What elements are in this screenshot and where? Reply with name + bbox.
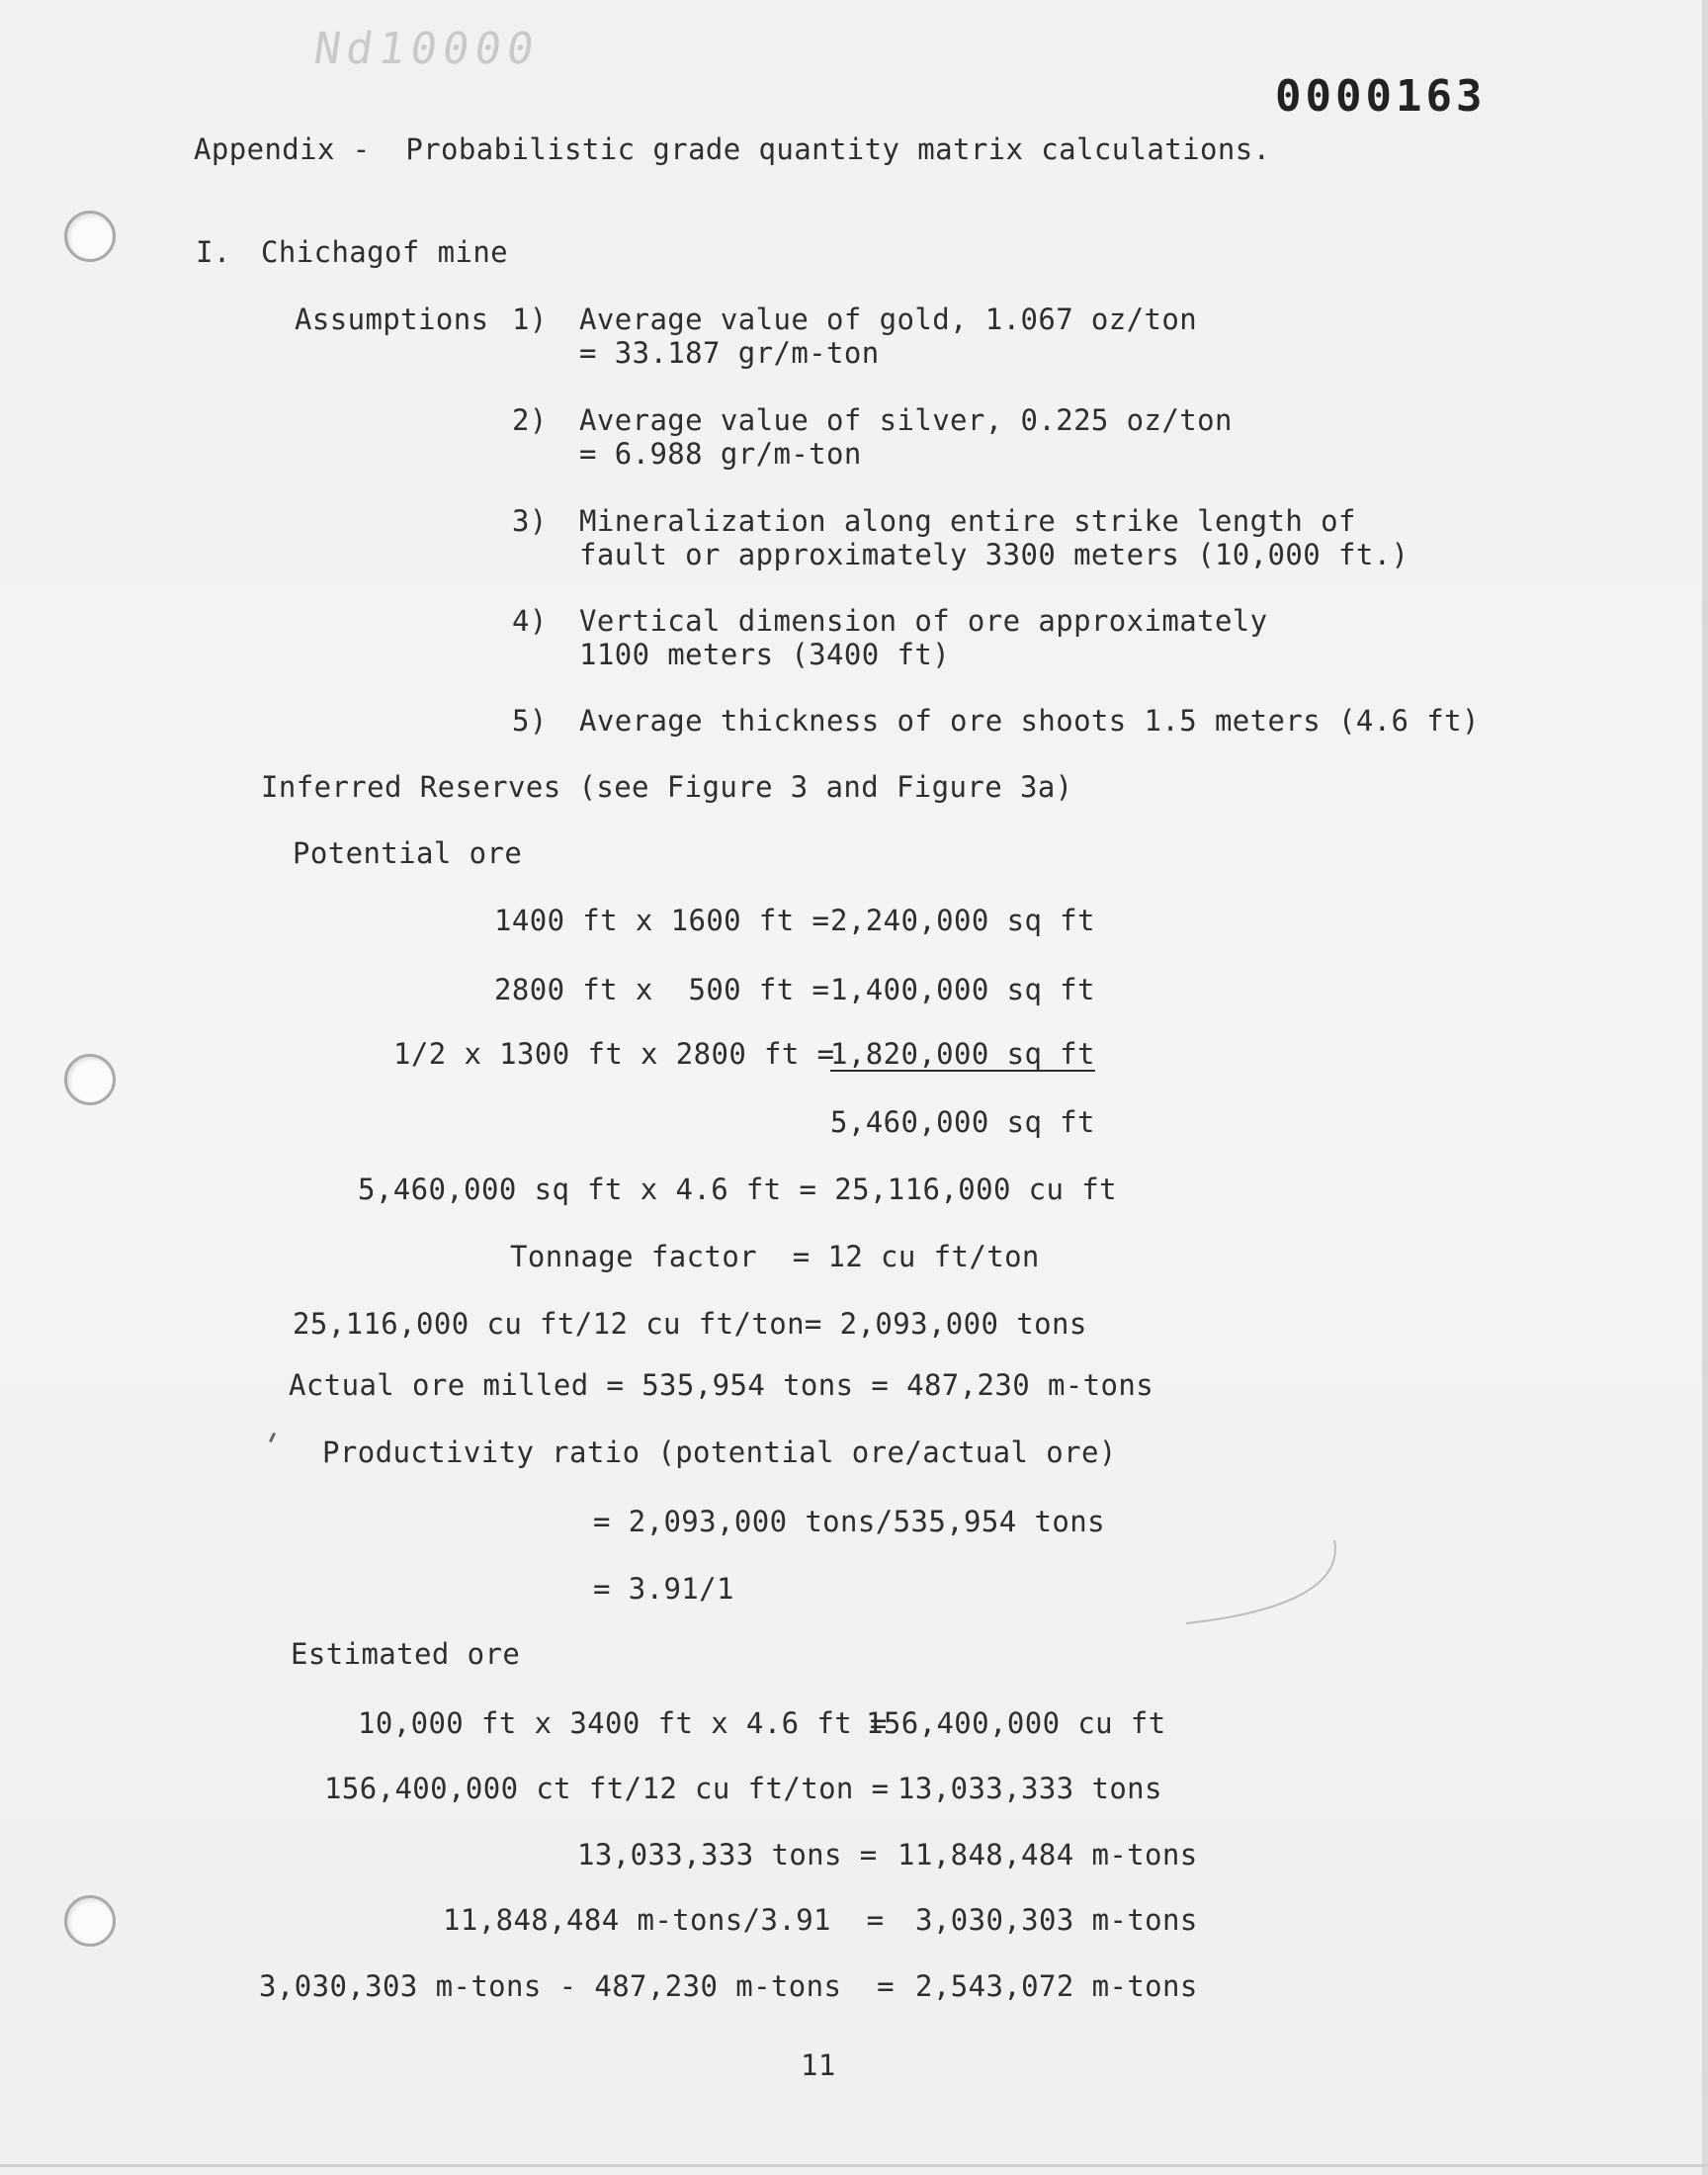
page-number: 11	[801, 2048, 836, 2082]
estimate-calc-left: 3,030,303 m-tons - 487,230 m-tons =	[259, 1969, 895, 2003]
assumption-number: 4)	[512, 604, 548, 638]
tons-calc: 25,116,000 cu ft/12 cu ft/ton= 2,093,000 tons	[293, 1307, 1087, 1341]
productivity-ratio-result: = 3.91/1	[593, 1572, 734, 1606]
productivity-ratio-label: Productivity ratio (potential ore/actual ore)	[322, 1436, 1117, 1469]
estimate-calc-right: 3,030,303 m-tons	[915, 1903, 1198, 1937]
estimate-calc-right: 156,400,000 cu ft	[866, 1706, 1166, 1740]
actual-ore-milled: Actual ore milled = 535,954 tons = 487,230 m-tons	[289, 1368, 1154, 1402]
area-total: 5,460,000 sq ft	[830, 1105, 1095, 1139]
assumption-number: 2)	[512, 403, 548, 437]
page-title: Appendix - Probabilistic grade quantity matrix calculations.	[194, 132, 1271, 166]
assumption-line: 1100 meters (3400 ft)	[579, 638, 951, 671]
assumption-number: 3)	[512, 504, 548, 538]
assumption-line: Average value of gold, 1.067 oz/ton	[579, 303, 1198, 336]
pencil-scribble	[1176, 1532, 1344, 1641]
area-calc-right: 2,240,000 sq ft	[830, 904, 1095, 937]
area-calc-left: 1/2 x 1300 ft x 2800 ft =	[393, 1037, 835, 1071]
assumption-number: 5)	[512, 704, 548, 738]
section-numeral: I.	[196, 235, 231, 269]
assumptions-label: Assumptions	[295, 303, 489, 336]
section-name: Chichagof mine	[261, 235, 509, 269]
faded-stamp: Nd10000	[310, 24, 544, 74]
estimate-calc-left: 13,033,333 tons =	[577, 1838, 878, 1871]
assumption-line: Vertical dimension of ore approximately	[579, 604, 1268, 638]
estimate-calc-left: 11,848,484 m-tons/3.91 =	[443, 1903, 885, 1937]
productivity-ratio-calc: = 2,093,000 tons/535,954 tons	[593, 1505, 1105, 1538]
estimate-calc-right: 11,848,484 m-tons	[897, 1838, 1198, 1871]
inferred-reserves-heading: Inferred Reserves (see Figure 3 and Figure 3a)	[261, 770, 1073, 804]
volume-calc: 5,460,000 sq ft x 4.6 ft = 25,116,000 cu ft	[358, 1173, 1117, 1206]
punch-hole-middle	[64, 1054, 116, 1105]
potential-ore-label: Potential ore	[293, 836, 523, 870]
estimated-ore-label: Estimated ore	[291, 1637, 521, 1671]
area-calc-right: 1,400,000 sq ft	[830, 973, 1095, 1006]
punch-hole-bottom	[64, 1895, 116, 1947]
area-calc-left: 2800 ft x 500 ft =	[494, 973, 830, 1006]
tonnage-factor: Tonnage factor = 12 cu ft/ton	[510, 1240, 1040, 1273]
assumption-line: fault or approximately 3300 meters (10,000 ft.)	[579, 538, 1409, 571]
assumption-line: Average thickness of ore shoots 1.5 meters (4.6 ft)	[579, 704, 1480, 738]
assumption-line: = 33.187 gr/m-ton	[579, 336, 880, 370]
estimate-calc-left: 10,000 ft x 3400 ft x 4.6 ft =	[358, 1706, 888, 1740]
estimate-calc-left: 156,400,000 ct ft/12 cu ft/ton =	[324, 1772, 890, 1805]
assumption-line: Average value of silver, 0.225 oz/ton	[579, 403, 1233, 437]
area-calc-right: 1,820,000 sq ft	[830, 1037, 1095, 1071]
estimate-calc-right: 13,033,333 tons	[897, 1772, 1162, 1805]
assumption-line: = 6.988 gr/m-ton	[579, 437, 862, 471]
document-number: 0000163	[1275, 71, 1487, 122]
punch-hole-top	[64, 211, 116, 262]
page-edge	[1702, 0, 1708, 2175]
page-edge-bottom	[0, 2164, 1708, 2167]
assumption-line: Mineralization along entire strike length of	[579, 504, 1356, 538]
area-calc-left: 1400 ft x 1600 ft =	[494, 904, 830, 937]
assumption-number: 1)	[512, 303, 548, 336]
estimate-calc-right: 2,543,072 m-tons	[915, 1969, 1198, 2003]
